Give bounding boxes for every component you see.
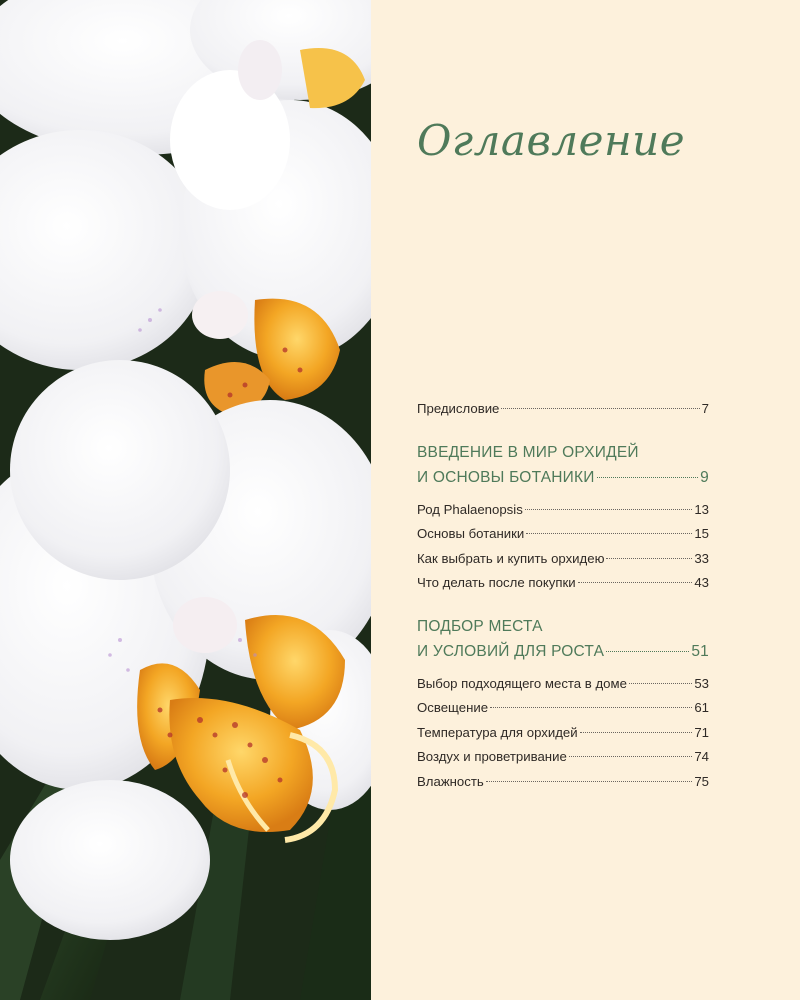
- toc-entry[interactable]: [417, 571, 709, 596]
- section-page: 51: [691, 642, 709, 660]
- toc-entry-label: Освещение: [417, 700, 489, 715]
- dot-leader: [490, 707, 692, 708]
- toc-entry[interactable]: [417, 696, 709, 721]
- section-title-line1: ВВЕДЕНИЕ В МИР ОРХИДЕЙ: [417, 443, 639, 461]
- toc-entry-page: 75: [694, 773, 709, 789]
- dot-leader: [569, 756, 693, 757]
- section-title-line2: И УСЛОВИЙ ДЛЯ РОСТА: [417, 642, 605, 660]
- dot-leader: [629, 683, 692, 684]
- toc-entry[interactable]: [417, 498, 709, 523]
- toc-entry-label: Что делать после покупки: [417, 575, 576, 590]
- dot-leader: [486, 781, 693, 782]
- toc-entry-page: 53: [694, 675, 709, 691]
- toc-entry-label: Род Phalaenopsis: [417, 501, 523, 517]
- dot-leader: [580, 732, 693, 733]
- toc-entry-label: Влажность: [417, 773, 484, 789]
- orchid-photo: [0, 0, 371, 1000]
- toc-entry-preface[interactable]: [417, 397, 709, 422]
- table-of-contents: [417, 397, 709, 794]
- toc-entry-page: 33: [694, 550, 709, 566]
- dot-leader: [606, 558, 692, 559]
- dot-leader: [526, 533, 692, 534]
- toc-entry-label: Основы ботаники: [417, 526, 525, 541]
- section-page: 9: [700, 468, 709, 486]
- toc-entry[interactable]: [417, 672, 709, 697]
- dot-leader: [525, 509, 693, 510]
- toc-entry-page: 43: [694, 575, 709, 590]
- toc-entry[interactable]: [417, 770, 709, 795]
- toc-section-placement[interactable]: [417, 614, 709, 664]
- toc-entry[interactable]: [417, 547, 709, 572]
- toc-entry-page: 15: [694, 526, 709, 541]
- toc-entry-page: 71: [694, 724, 709, 740]
- dot-leader: [501, 408, 699, 409]
- section-title-line1: ПОДБОР МЕСТА: [417, 617, 543, 635]
- dot-leader: [597, 477, 699, 478]
- toc-entry-label: Температура для орхидей: [417, 724, 578, 740]
- toc-entry-page: 61: [694, 700, 709, 715]
- page-title: Оглавление: [417, 116, 686, 165]
- toc-entry-page: 74: [694, 749, 709, 764]
- toc-entry-label: Выбор подходящего места в доме: [417, 675, 627, 691]
- toc-entry-label: Как выбрать и купить орхидею: [417, 550, 605, 566]
- toc-entry-label: Воздух и проветривание: [417, 749, 567, 764]
- dot-leader: [578, 582, 693, 583]
- toc-entry[interactable]: [417, 522, 709, 547]
- toc-section-intro[interactable]: [417, 440, 709, 490]
- toc-entry-page: 13: [694, 501, 709, 517]
- toc-entry-page: 7: [701, 401, 709, 416]
- dot-leader: [606, 651, 689, 652]
- section-title-line2: И ОСНОВЫ БОТАНИКИ: [417, 468, 595, 486]
- toc-entry[interactable]: [417, 721, 709, 746]
- toc-entry[interactable]: [417, 745, 709, 770]
- toc-entry-label: Предисловие: [417, 401, 500, 416]
- toc-page: [371, 0, 800, 1000]
